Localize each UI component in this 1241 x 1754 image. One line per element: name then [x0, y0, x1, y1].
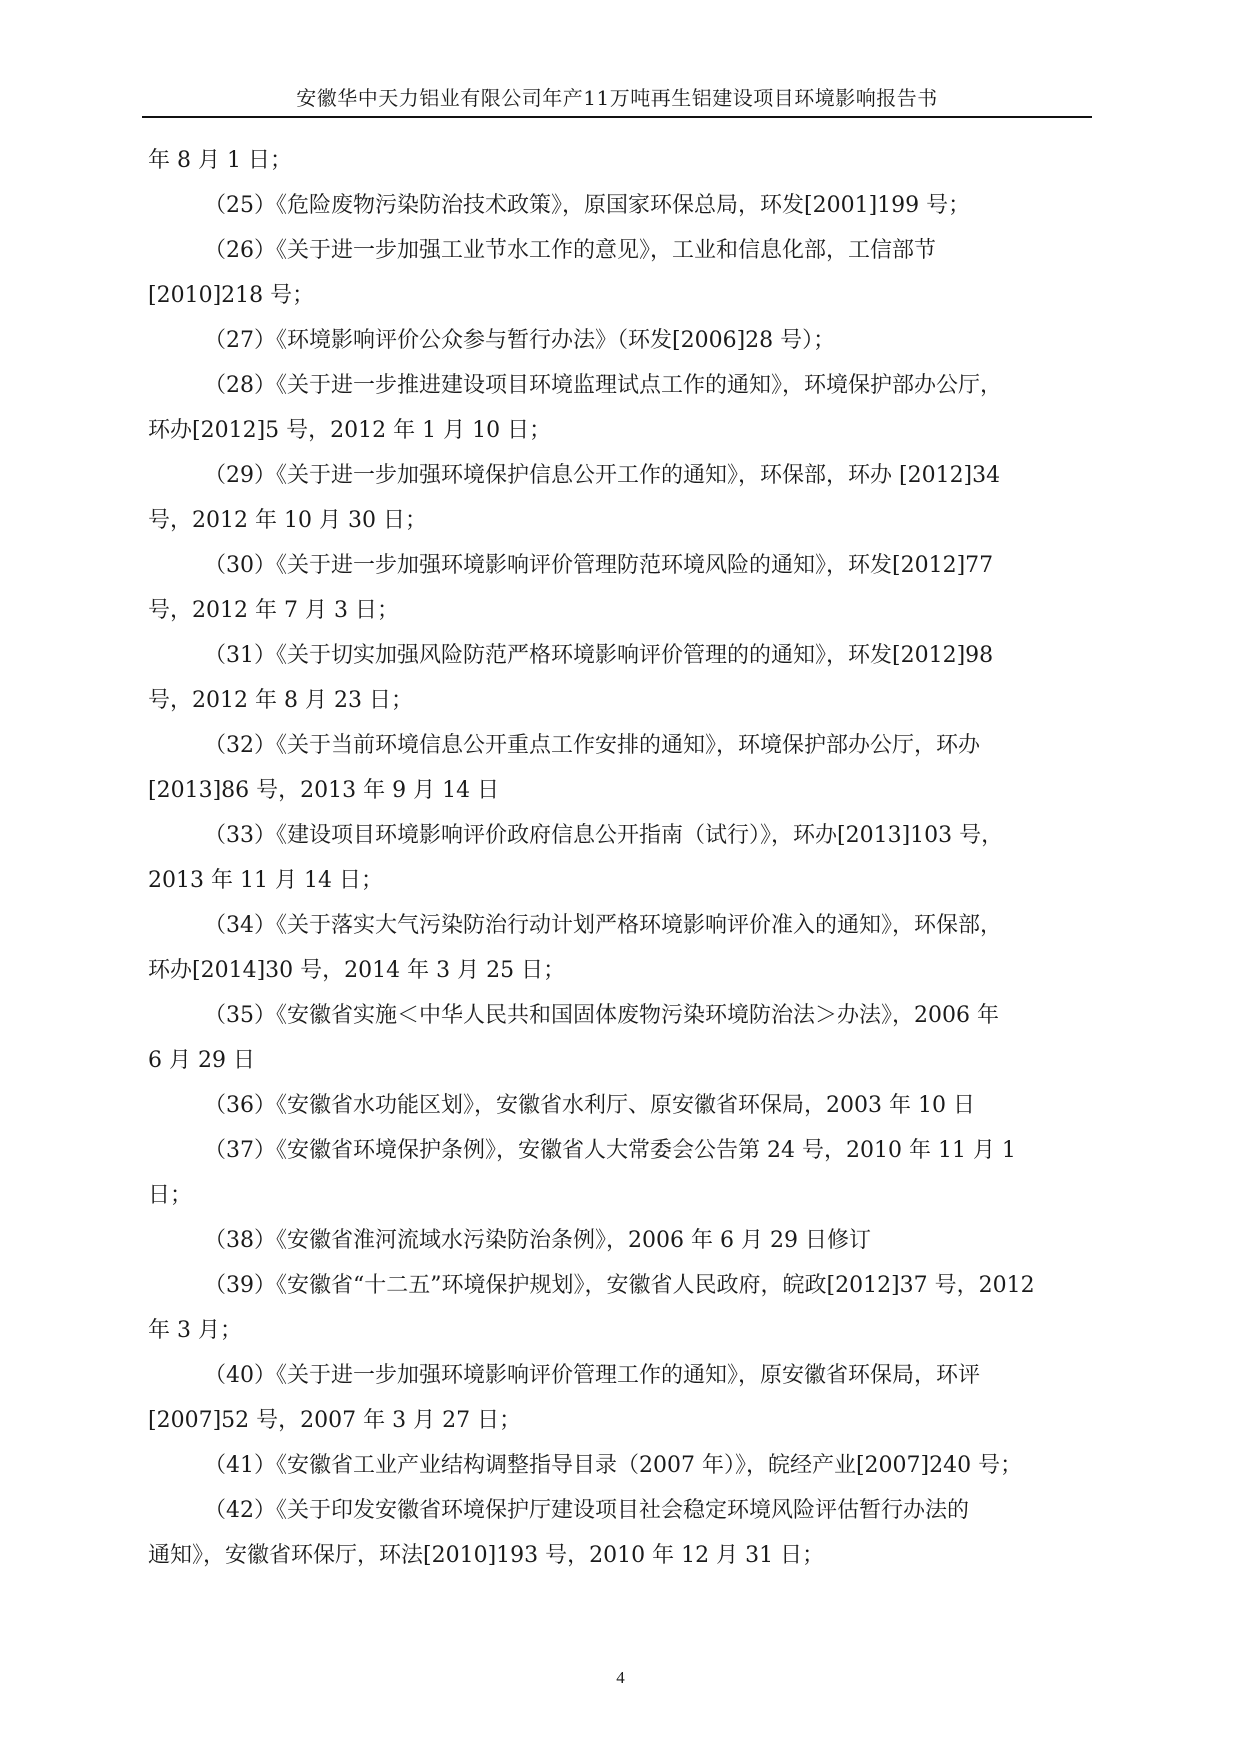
text-line: 环办[2014]30 号，2014 年 3 月 25 日；	[148, 958, 566, 983]
page-number: 4	[616, 1668, 625, 1687]
text-line: [2007]52 号，2007 年 3 月 27 日；	[148, 1408, 522, 1433]
list-item-41: （41）《安徽省工业产业结构调整指导目录（2007 年）》，皖经产业[2007]240 号；	[204, 1453, 1023, 1478]
text-line: 号，2012 年 8 月 23 日；	[148, 688, 413, 713]
list-item-34: （34）《关于落实大气污染防治行动计划严格环境影响评价准入的通知》，环保部，	[204, 913, 1002, 938]
list-item-39: （39）《安徽省“十二五”环境保护规划》，安徽省人民政府，皖政[2012]37 号，2012	[204, 1273, 1035, 1298]
list-item-25: （25）《危险废物污染防治技术政策》，原国家环保总局，环发[2001]199 号；	[204, 193, 971, 218]
text-line: 日；	[148, 1183, 193, 1208]
list-item-31: （31）《关于切实加强风险防范严格环境影响评价管理的的通知》，环发[2012]98	[204, 643, 994, 668]
list-item-40: （40）《关于进一步加强环境影响评价管理工作的通知》，原安徽省环保局，环评	[204, 1363, 980, 1388]
regulation-list	[148, 138, 1083, 1578]
text-line: 年 8 月 1 日；	[148, 148, 292, 173]
running-header: 安徽华中天力铝业有限公司年产11万吨再生铝建设项目环境影响报告书	[296, 86, 938, 110]
text-line: [2010]218 号；	[148, 283, 315, 308]
text-line: 2013 年 11 月 14 日；	[148, 868, 383, 893]
list-item-33: （33）《建设项目环境影响评价政府信息公开指南（试行）》，环办[2013]103 号，	[204, 823, 1004, 848]
list-item-26: （26）《关于进一步加强工业节水工作的意见》，工业和信息化部，工信部节	[204, 238, 936, 263]
header-rule	[142, 116, 1092, 118]
text-line: 通知》，安徽省环保厅，环法[2010]193 号，2010 年 12 月 31 日；	[148, 1543, 825, 1568]
list-item-28: （28）《关于进一步推进建设项目环境监理试点工作的通知》，环境保护部办公厅，	[204, 373, 1002, 398]
text-line: 年 3 月；	[148, 1318, 242, 1343]
list-item-42: （42）《关于印发安徽省环境保护厅建设项目社会稳定环境风险评估暂行办法的	[204, 1498, 969, 1523]
text-line: 号，2012 年 7 月 3 日；	[148, 598, 399, 623]
list-item-30: （30）《关于进一步加强环境影响评价管理防范环境风险的通知》，环发[2012]77	[204, 553, 994, 578]
list-item-38: （38）《安徽省淮河流域水污染防治条例》，2006 年 6 月 29 日修订	[204, 1228, 871, 1253]
list-item-37: （37）《安徽省环境保护条例》，安徽省人大常委会公告第 24 号，2010 年 11 月 1	[204, 1138, 1016, 1163]
list-item-35: （35）《安徽省实施＜中华人民共和国固体废物污染环境防治法＞办法》，2006 年	[204, 1003, 999, 1028]
list-item-29: （29）《关于进一步加强环境保护信息公开工作的通知》，环保部，环办 [2012]34	[204, 463, 1001, 488]
text-line: 环办[2012]5 号，2012 年 1 月 10 日；	[148, 418, 552, 443]
list-item-36: （36）《安徽省水功能区划》，安徽省水利厅、原安徽省环保局，2003 年 10 日	[204, 1093, 975, 1118]
text-line: 号，2012 年 10 月 30 日；	[148, 508, 427, 533]
list-item-32: （32）《关于当前环境信息公开重点工作安排的通知》，环境保护部办公厅，环办	[204, 733, 980, 758]
text-line: 6 月 29 日	[148, 1048, 255, 1073]
list-item-27: （27）《环境影响评价公众参与暂行办法》（环发[2006]28 号）；	[204, 328, 836, 353]
text-line: [2013]86 号，2013 年 9 月 14 日	[148, 778, 500, 803]
